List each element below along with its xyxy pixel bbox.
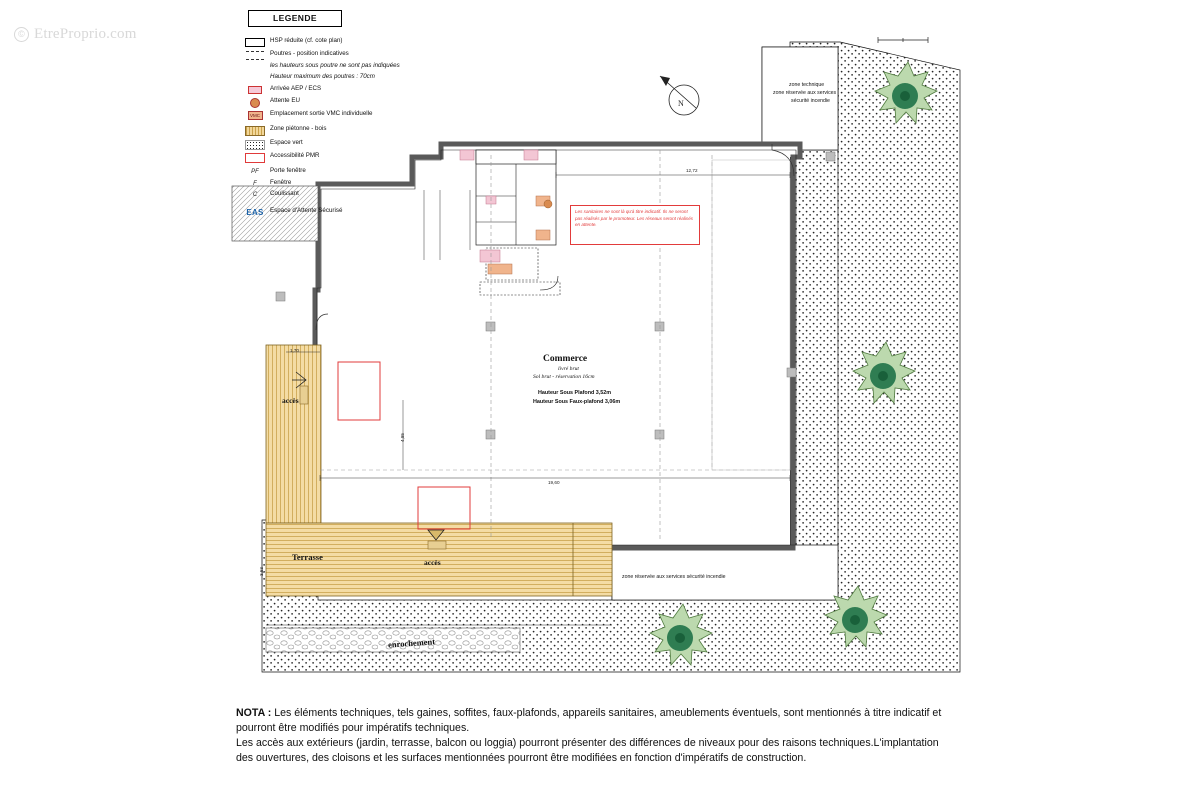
- nota-paragraph-1: [236, 706, 956, 736]
- legend-item-pmr: [240, 152, 475, 163]
- legend-item-bois: [240, 125, 475, 136]
- legend-rows: [240, 37, 475, 218]
- legend-label: Espace d'Attente Sécurisé: [270, 206, 343, 214]
- legend-label: [270, 62, 475, 70]
- dimension-terrasse-height: 3,53: [259, 567, 264, 576]
- dimension-top: 12,72: [686, 168, 698, 173]
- terrasse-label: Terrasse: [292, 552, 323, 562]
- legend-item-eas: [240, 207, 475, 219]
- legend-label: Fenêtre: [270, 178, 292, 186]
- nota-label: NOTA :: [236, 707, 272, 719]
- dimension-bottom: 19,60: [548, 480, 560, 485]
- dimension-vertical: 4,85: [400, 433, 405, 442]
- legend-label: HSP réduite (cf. cote plan): [270, 37, 343, 44]
- porte-fenetre-icon: PF: [251, 169, 259, 176]
- legend-item-espace-vert: [240, 139, 475, 150]
- aep-swatch-icon: [240, 85, 270, 94]
- legend-label: Espace vert: [270, 138, 303, 146]
- nota-block: [236, 706, 956, 766]
- nota-text-1: Les éléments techniques, tels gaines, soffites, faux-plafonds, appareils sanitaires, ameublements éventuels, sont mentionnés à titre indicatif et pourront être modifiés pour impératifs techniques.: [236, 707, 942, 735]
- watermark-text: EtreProprio.com: [34, 26, 137, 42]
- spacer: [240, 62, 270, 63]
- legend-item-poutres-note2: [240, 73, 475, 81]
- zone-technique-label-1: zone technique: [789, 82, 825, 88]
- legend-label: Poutres - position indicatives: [270, 49, 349, 57]
- commerce-title: Commerce: [543, 354, 588, 364]
- legend-item-eu: [240, 97, 475, 108]
- pmr-swatch-icon: [240, 152, 270, 163]
- fenetre-icon: F: [253, 180, 257, 187]
- hsp-swatch-icon: [240, 37, 270, 47]
- coulissant-icon: C: [252, 192, 258, 199]
- legend-note-text: les hauteurs sous poutre ne sont pas indiquées: [270, 62, 400, 69]
- legend-note-text: Hauteur maximum des poutres : 70cm: [270, 72, 375, 80]
- commerce-subtitle-2: Sol brut - réservation 16cm: [533, 374, 595, 380]
- legend-item-vmc: [240, 110, 475, 120]
- acces-label-bottom: accès: [424, 558, 441, 567]
- enrochement-label: enrochement: [387, 636, 436, 650]
- legend-label: [270, 73, 475, 81]
- hauteur-sous-faux-plafond: Hauteur Sous Faux-plafond 3,06m: [533, 399, 621, 405]
- legend-label: Zone piétonne - bois: [270, 125, 327, 133]
- terrasse-bois-left: [266, 345, 321, 523]
- legend-item-aep: [240, 85, 475, 94]
- nota-paragraph-2: Les accès aux extérieurs (jardin, terrasse, balcon ou loggia) pourront présenter des différences de niveaux pour des raisons techniques.L'implantation des ouvertures, des cloisons et les surfaces mentionnées pourront être modifiées en fonction d'impératifs de construction.: [236, 737, 939, 765]
- poutre-swatch-icon: [240, 50, 270, 60]
- copyright-icon: ©: [14, 27, 29, 42]
- legend-title: LEGENDE: [248, 10, 342, 27]
- zone-securite-incendie-label: zone réservée aux services sécurité incendie: [622, 574, 726, 580]
- vmc-swatch-icon: VMC: [240, 110, 270, 120]
- legend-item-fenetre: [240, 179, 475, 188]
- acces-label-left: accès: [282, 396, 299, 405]
- hauteur-sous-plafond: Hauteur Sous Plafond 3,52m: [538, 390, 612, 396]
- legend-label: Accessibilité PMR: [270, 152, 320, 160]
- legend-item-hsp: [240, 37, 475, 47]
- legend-label: Emplacement sortie VMC individuelle: [270, 110, 373, 118]
- legend-item-porte-fenetre: [240, 167, 475, 176]
- eas-icon: EAS: [246, 207, 264, 217]
- sanitaires-note: Les sanitaires ne sont là qu'à titre indicatif. Ils ne seront pas réalisés par le promoteur. Les réseaux seront réalisés en attente.: [570, 205, 700, 245]
- legend-panel: [240, 10, 475, 221]
- eu-swatch-icon: [240, 97, 270, 108]
- legend-item-coulissant: [240, 190, 475, 199]
- legend-item-poutres-note1: [240, 62, 475, 70]
- svg-text:N: N: [678, 99, 684, 108]
- espace-vert-swatch-icon: [240, 139, 270, 150]
- legend-label: Arrivée AEP / ECS: [270, 85, 322, 93]
- commerce-subtitle: livré brut: [558, 366, 579, 372]
- dimension-terrasse-width: 1,70: [290, 348, 299, 353]
- legend-label: Coulissant: [270, 190, 299, 198]
- bois-swatch-icon: [240, 125, 270, 136]
- legend-label: Porte fenêtre: [270, 167, 306, 175]
- zone-technique-label-3: sécurité incendie: [791, 98, 830, 104]
- scale-bar: [878, 37, 928, 43]
- compass-rose: [660, 76, 699, 115]
- spacer: [240, 73, 270, 74]
- legend-label: Attente EU: [270, 96, 300, 104]
- zone-technique-label-2: zone réservée aux services: [773, 90, 837, 96]
- legend-item-poutres: [240, 50, 475, 60]
